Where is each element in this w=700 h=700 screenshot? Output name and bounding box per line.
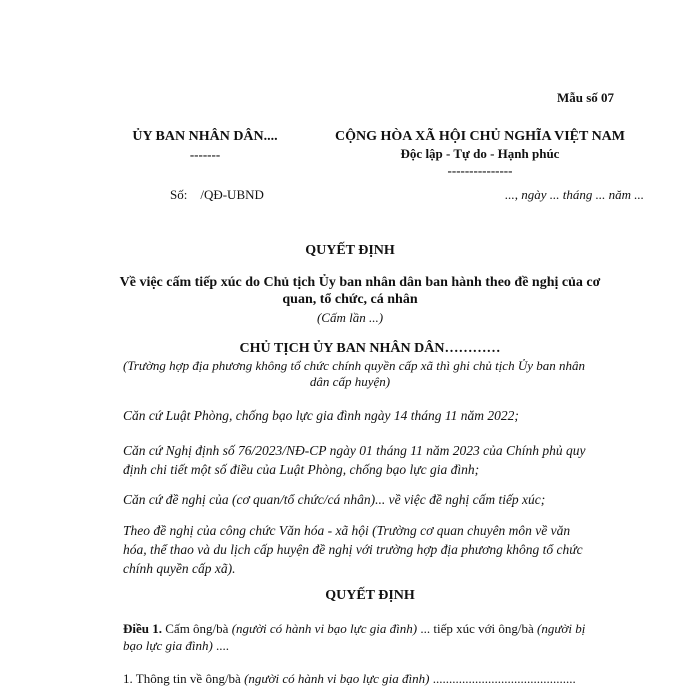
national-motto: Độc lập - Tự do - Hạnh phúc	[400, 146, 560, 161]
article-1-text-3: ....	[212, 638, 230, 653]
article-1-italic-3: bạo lực gia đình)	[123, 638, 213, 653]
subject-line-2: quan, tổ chức, cá nhân	[282, 292, 418, 307]
article-1-label: Điều 1.	[123, 621, 162, 636]
document-title: QUYẾT ĐỊNH	[305, 243, 395, 258]
issuing-authority: ỦY BAN NHÂN DÂN....	[132, 129, 278, 144]
subject-line-1: Về việc cấm tiếp xúc do Chủ tịch Ủy ban nhân dân ban hành theo đề nghị của cơ	[119, 275, 601, 290]
article-1-line-1	[123, 621, 585, 637]
article-1-text-2: ... tiếp xúc với ông/bà	[417, 621, 537, 636]
item-1-text: 1. Thông tin về ông/bà	[123, 671, 245, 686]
subject-note: (Cấm lần ...)	[316, 310, 384, 325]
article-1-line-2	[123, 638, 229, 654]
date-line: ..., ngày ... tháng ... năm ...	[505, 187, 645, 202]
motto-divider: ---------------	[447, 163, 513, 178]
authority-note-line-2: dân cấp huyện)	[309, 374, 391, 389]
item-1-italic: (người có hành vi bạo lực gia đình)	[244, 671, 430, 686]
item-1-dots: ............................................	[429, 671, 576, 686]
authority-title: CHỦ TỊCH ỦY BAN NHÂN DÂN…………	[239, 341, 501, 356]
legal-basis-1: Căn cứ Luật Phòng, chống bạo lực gia đình ngày 14 tháng 11 năm 2022;	[123, 408, 519, 423]
authority-note-line-1: (Trường hợp địa phương không tổ chức chính quyền cấp xã thì ghi chủ tịch Ủy ban nhân	[123, 358, 585, 373]
legal-basis-3: Căn cứ đề nghị của (cơ quan/tổ chức/cá nhân)... về việc đề nghị cấm tiếp xúc;	[123, 492, 546, 507]
legal-basis-2: Căn cứ Nghị định số 76/2023/NĐ-CP ngày 01 tháng 11 năm 2023 của Chính phủ quy định chi tiết một số điều của Luật Phòng, chống bạo lực gia đình;	[123, 443, 586, 477]
article-1-italic-2: (người bị	[536, 621, 586, 636]
form-number: Mẫu số 07	[557, 90, 615, 105]
national-title: CỘNG HÒA XÃ HỘI CHỦ NGHĨA VIỆT NAM	[334, 129, 625, 144]
decision-title: QUYẾT ĐỊNH	[325, 588, 415, 603]
authority-divider: -------	[189, 147, 221, 162]
article-1-text: Cấm ông/bà	[162, 621, 232, 636]
item-1	[123, 671, 576, 687]
document-number: Số: /QĐ-UBND	[170, 187, 264, 202]
article-1-italic: (người có hành vi bạo lực gia đình)	[231, 621, 418, 636]
legal-basis-4: Theo đề nghị của công chức Văn hóa - xã hội (Trường cơ quan chuyên môn về văn hóa, thể thao và du lịch cấp huyện đề nghị với trường hợp địa phương không tổ chức chính quyền cấp xã).	[123, 523, 583, 576]
